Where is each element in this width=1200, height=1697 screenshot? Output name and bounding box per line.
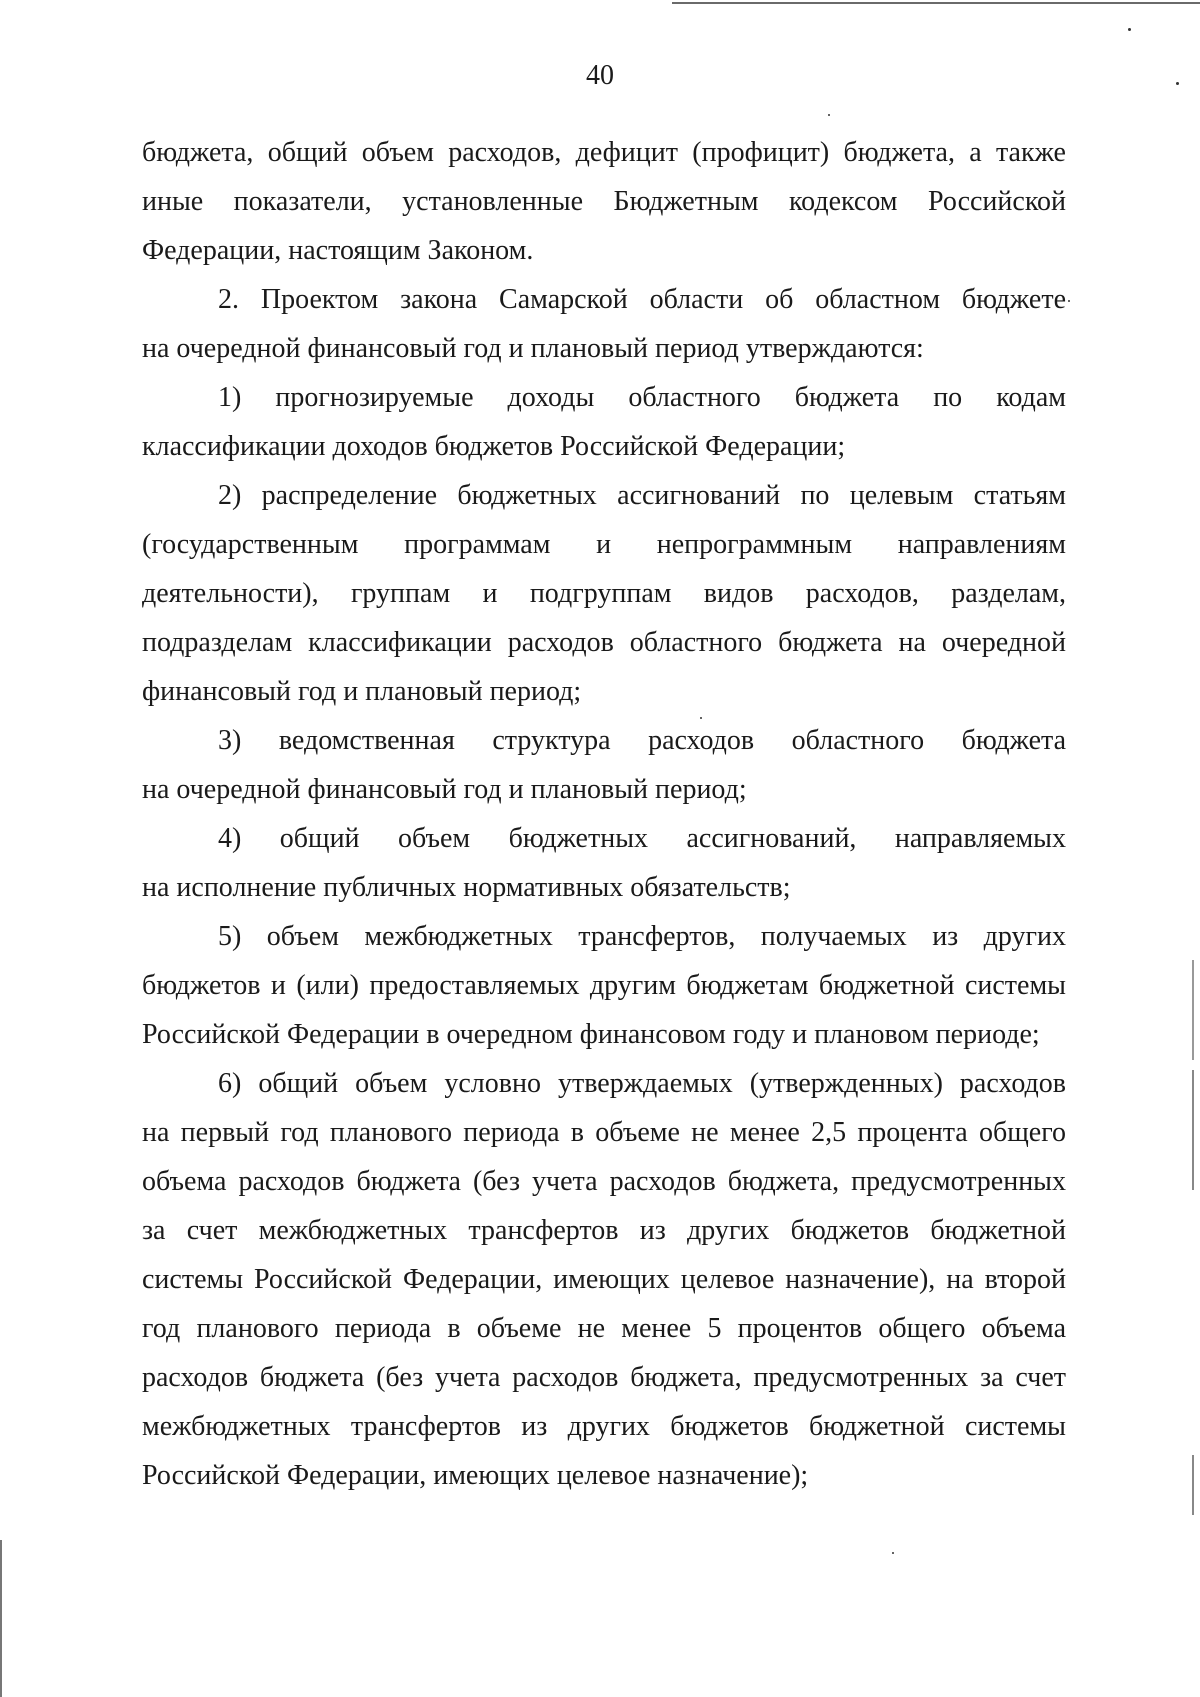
text-line: 6) общий объем условно утверждаемых (утвержденных) расходов (218, 1068, 1066, 1099)
paragraph-subitem-1 (142, 373, 1066, 471)
text-line: (государственным программам и непрограммным направлениям (142, 529, 1066, 560)
text-line: на очередной финансовый год и плановый период утверждаются: (142, 333, 924, 364)
text-line: бюджетов и (или) предоставляемых другим бюджетам бюджетной системы (142, 970, 1066, 1001)
text-line: на очередной финансовый год и плановый период; (142, 774, 747, 805)
paragraph-subitem-4 (142, 814, 1066, 912)
text-line: системы Российской Федерации, имеющих целевое назначение), на второй (142, 1264, 1066, 1295)
paragraph-subitem-2 (142, 471, 1066, 716)
scan-speck (1128, 28, 1131, 31)
text-line: расходов бюджета (без учета расходов бюджета, предусмотренных за счет (142, 1362, 1066, 1393)
text-line: объема расходов бюджета (без учета расходов бюджета, предусмотренных (142, 1166, 1066, 1197)
scan-speck (828, 114, 830, 116)
scan-speck (1176, 82, 1179, 85)
page-number: 40 (586, 60, 614, 91)
scan-edge-mark (1192, 960, 1194, 1060)
paragraph-continuation (142, 128, 1066, 275)
text-line: 2. Проектом закона Самарской области об областном бюджете (218, 284, 1066, 315)
text-line: год планового периода в объеме не менее 5 процентов общего объема (142, 1313, 1066, 1344)
text-line: Российской Федерации в очередном финансовом году и плановом периоде; (142, 1019, 1040, 1050)
scan-speck (892, 1552, 894, 1554)
scan-speck (1068, 300, 1070, 302)
text-line: иные показатели, установленные Бюджетным кодексом Российской (142, 186, 1066, 217)
text-line: 3) ведомственная структура расходов областного бюджета (218, 725, 1066, 756)
text-line: бюджета, общий объем расходов, дефицит (профицит) бюджета, а также (142, 137, 1066, 168)
paragraph-subitem-5 (142, 912, 1066, 1059)
paragraph-item-2 (142, 275, 1066, 373)
text-line: за счет межбюджетных трансфертов из других бюджетов бюджетной (142, 1215, 1066, 1246)
text-line: 1) прогнозируемые доходы областного бюджета по кодам (218, 382, 1066, 413)
text-line: подразделам классификации расходов областного бюджета на очередной (142, 627, 1066, 658)
text-line: 4) общий объем бюджетных ассигнований, направляемых (218, 823, 1066, 854)
scan-edge-mark (0, 1540, 2, 1697)
text-line: Российской Федерации, имеющих целевое назначение); (142, 1460, 809, 1491)
document-body (142, 128, 1066, 1500)
scan-edge-mark (1192, 1455, 1194, 1515)
text-line: на первый год планового периода в объеме не менее 2,5 процента общего (142, 1117, 1066, 1148)
text-line: классификации доходов бюджетов Российской Федерации; (142, 431, 846, 462)
text-line: 5) объем межбюджетных трансфертов, получаемых из других (218, 921, 1066, 952)
paragraph-subitem-3 (142, 716, 1066, 814)
text-line: 2) распределение бюджетных ассигнований по целевым статьям (218, 480, 1066, 511)
top-border-line (672, 2, 1200, 4)
scan-edge-mark (1192, 1070, 1194, 1190)
text-line: деятельности), группам и подгруппам видов расходов, разделам, (142, 578, 1066, 609)
text-line: Федерации, настоящим Законом. (142, 235, 534, 266)
text-line: на исполнение публичных нормативных обязательств; (142, 872, 791, 903)
paragraph-subitem-6 (142, 1059, 1066, 1500)
text-line: межбюджетных трансфертов из других бюджетов бюджетной системы (142, 1411, 1066, 1442)
scan-speck (700, 717, 702, 719)
text-line: финансовый год и плановый период; (142, 676, 582, 707)
